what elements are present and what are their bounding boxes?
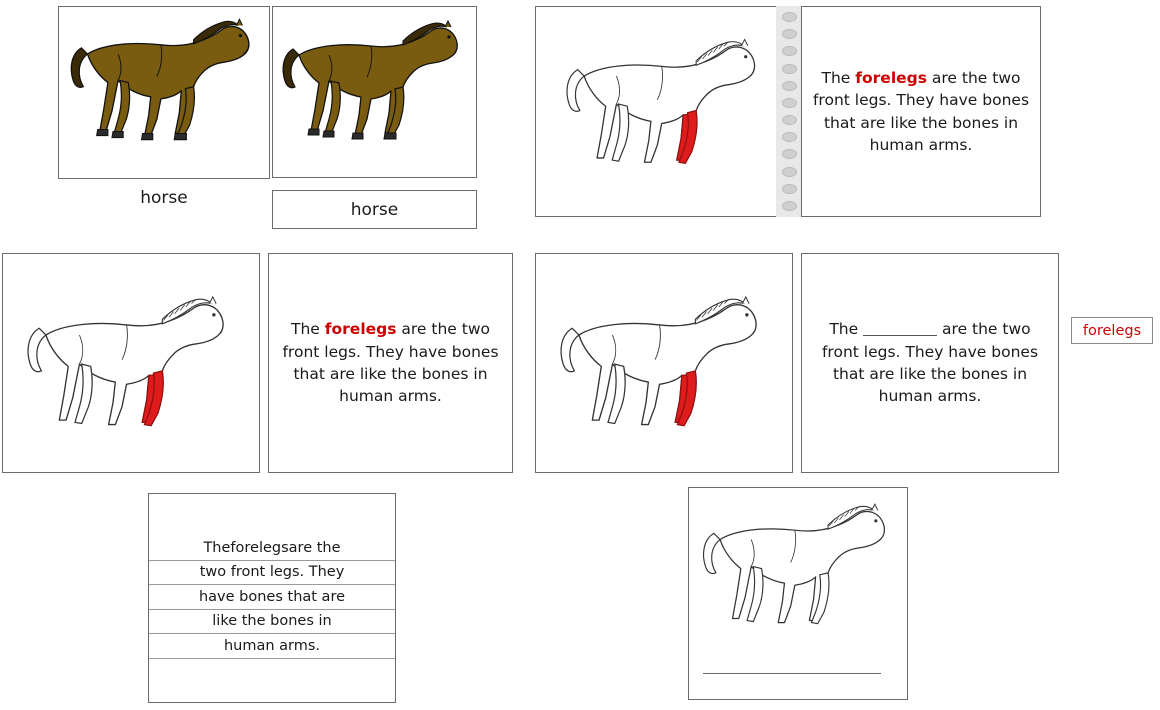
definition-text xyxy=(269,318,512,408)
horse-illustration-colored xyxy=(63,13,267,146)
spiral-ring xyxy=(782,46,797,56)
definition-picture-card[interactable] xyxy=(2,253,260,473)
blank-definition-text-card[interactable] xyxy=(801,253,1059,473)
picture-and-word-card-label-area xyxy=(58,178,270,216)
blank-definition-text xyxy=(802,318,1058,408)
spiral-ring xyxy=(782,115,797,125)
word-chip-label: forelegs xyxy=(1082,322,1142,339)
booklet-right-page[interactable] xyxy=(801,6,1041,217)
lined-row xyxy=(149,536,395,561)
blank-definition-prefix: The xyxy=(829,320,864,339)
spiral-ring xyxy=(782,29,797,39)
picture-and-word-card[interactable] xyxy=(58,6,270,215)
spiral-ring xyxy=(782,132,797,142)
booklet-spiral-binding xyxy=(776,6,802,217)
lined-row xyxy=(149,610,395,635)
lined-row-before: human arms. xyxy=(223,637,321,654)
lined-row-after: are the xyxy=(288,539,341,556)
definition-text-card[interactable] xyxy=(268,253,513,473)
definition-text-keyword: forelegs xyxy=(324,320,397,339)
booklet-text-keyword: forelegs xyxy=(855,68,927,87)
blank-line-picture-card[interactable] xyxy=(688,487,908,700)
lined-row-before: have bones that are xyxy=(198,588,346,605)
lined-row xyxy=(149,634,395,659)
lined-row-before: The xyxy=(203,539,231,556)
lined-definition-card[interactable] xyxy=(148,493,396,703)
horse-illustration-outline-forelegs-2 xyxy=(19,290,243,436)
lined-row-before: like the bones in xyxy=(212,613,332,630)
picture-card[interactable] xyxy=(272,6,477,178)
picture-and-word-card-label: horse xyxy=(140,187,188,208)
spiral-ring xyxy=(782,81,797,91)
lined-row-keyword: forelegs xyxy=(230,539,289,556)
lined-row-before: two front legs. They xyxy=(199,564,345,581)
horse-illustration-outline-forelegs-3 xyxy=(552,290,776,436)
spiral-ring xyxy=(782,12,797,22)
definition-text-prefix: The xyxy=(291,320,325,339)
horse-illustration-outline-forelegs xyxy=(558,33,774,173)
booklet-left-page[interactable] xyxy=(535,6,793,217)
booklet-text-prefix: The xyxy=(821,68,856,87)
spiral-ring xyxy=(782,201,797,211)
blank-definition-blank xyxy=(863,335,937,336)
spiral-ring xyxy=(782,149,797,159)
spiral-ring xyxy=(782,184,797,194)
horse-illustration-colored-2 xyxy=(275,15,475,145)
word-chip-forelegs[interactable] xyxy=(1071,317,1153,344)
booklet-definition-text xyxy=(802,67,1040,157)
word-label-card[interactable] xyxy=(272,190,477,229)
blank-definition-rest: are the two front legs. They have bones that are like the bones in human arms. xyxy=(821,320,1039,406)
lined-row xyxy=(149,585,395,610)
spiral-ring xyxy=(782,167,797,177)
lined-row xyxy=(149,561,395,586)
spiral-ring xyxy=(782,98,797,108)
horse-illustration-outline-plain xyxy=(695,498,903,633)
blank-definition-picture-card[interactable] xyxy=(535,253,793,473)
word-label-card-text: horse xyxy=(350,199,399,220)
booklet-text-rest: are the two front legs. They have bones that are like the bones in human arms. xyxy=(812,68,1030,154)
definition-text-rest: are the two front legs. They have bones that are like the bones in human arms. xyxy=(282,320,499,406)
answer-blank-line xyxy=(703,673,881,674)
spiral-ring xyxy=(782,64,797,74)
